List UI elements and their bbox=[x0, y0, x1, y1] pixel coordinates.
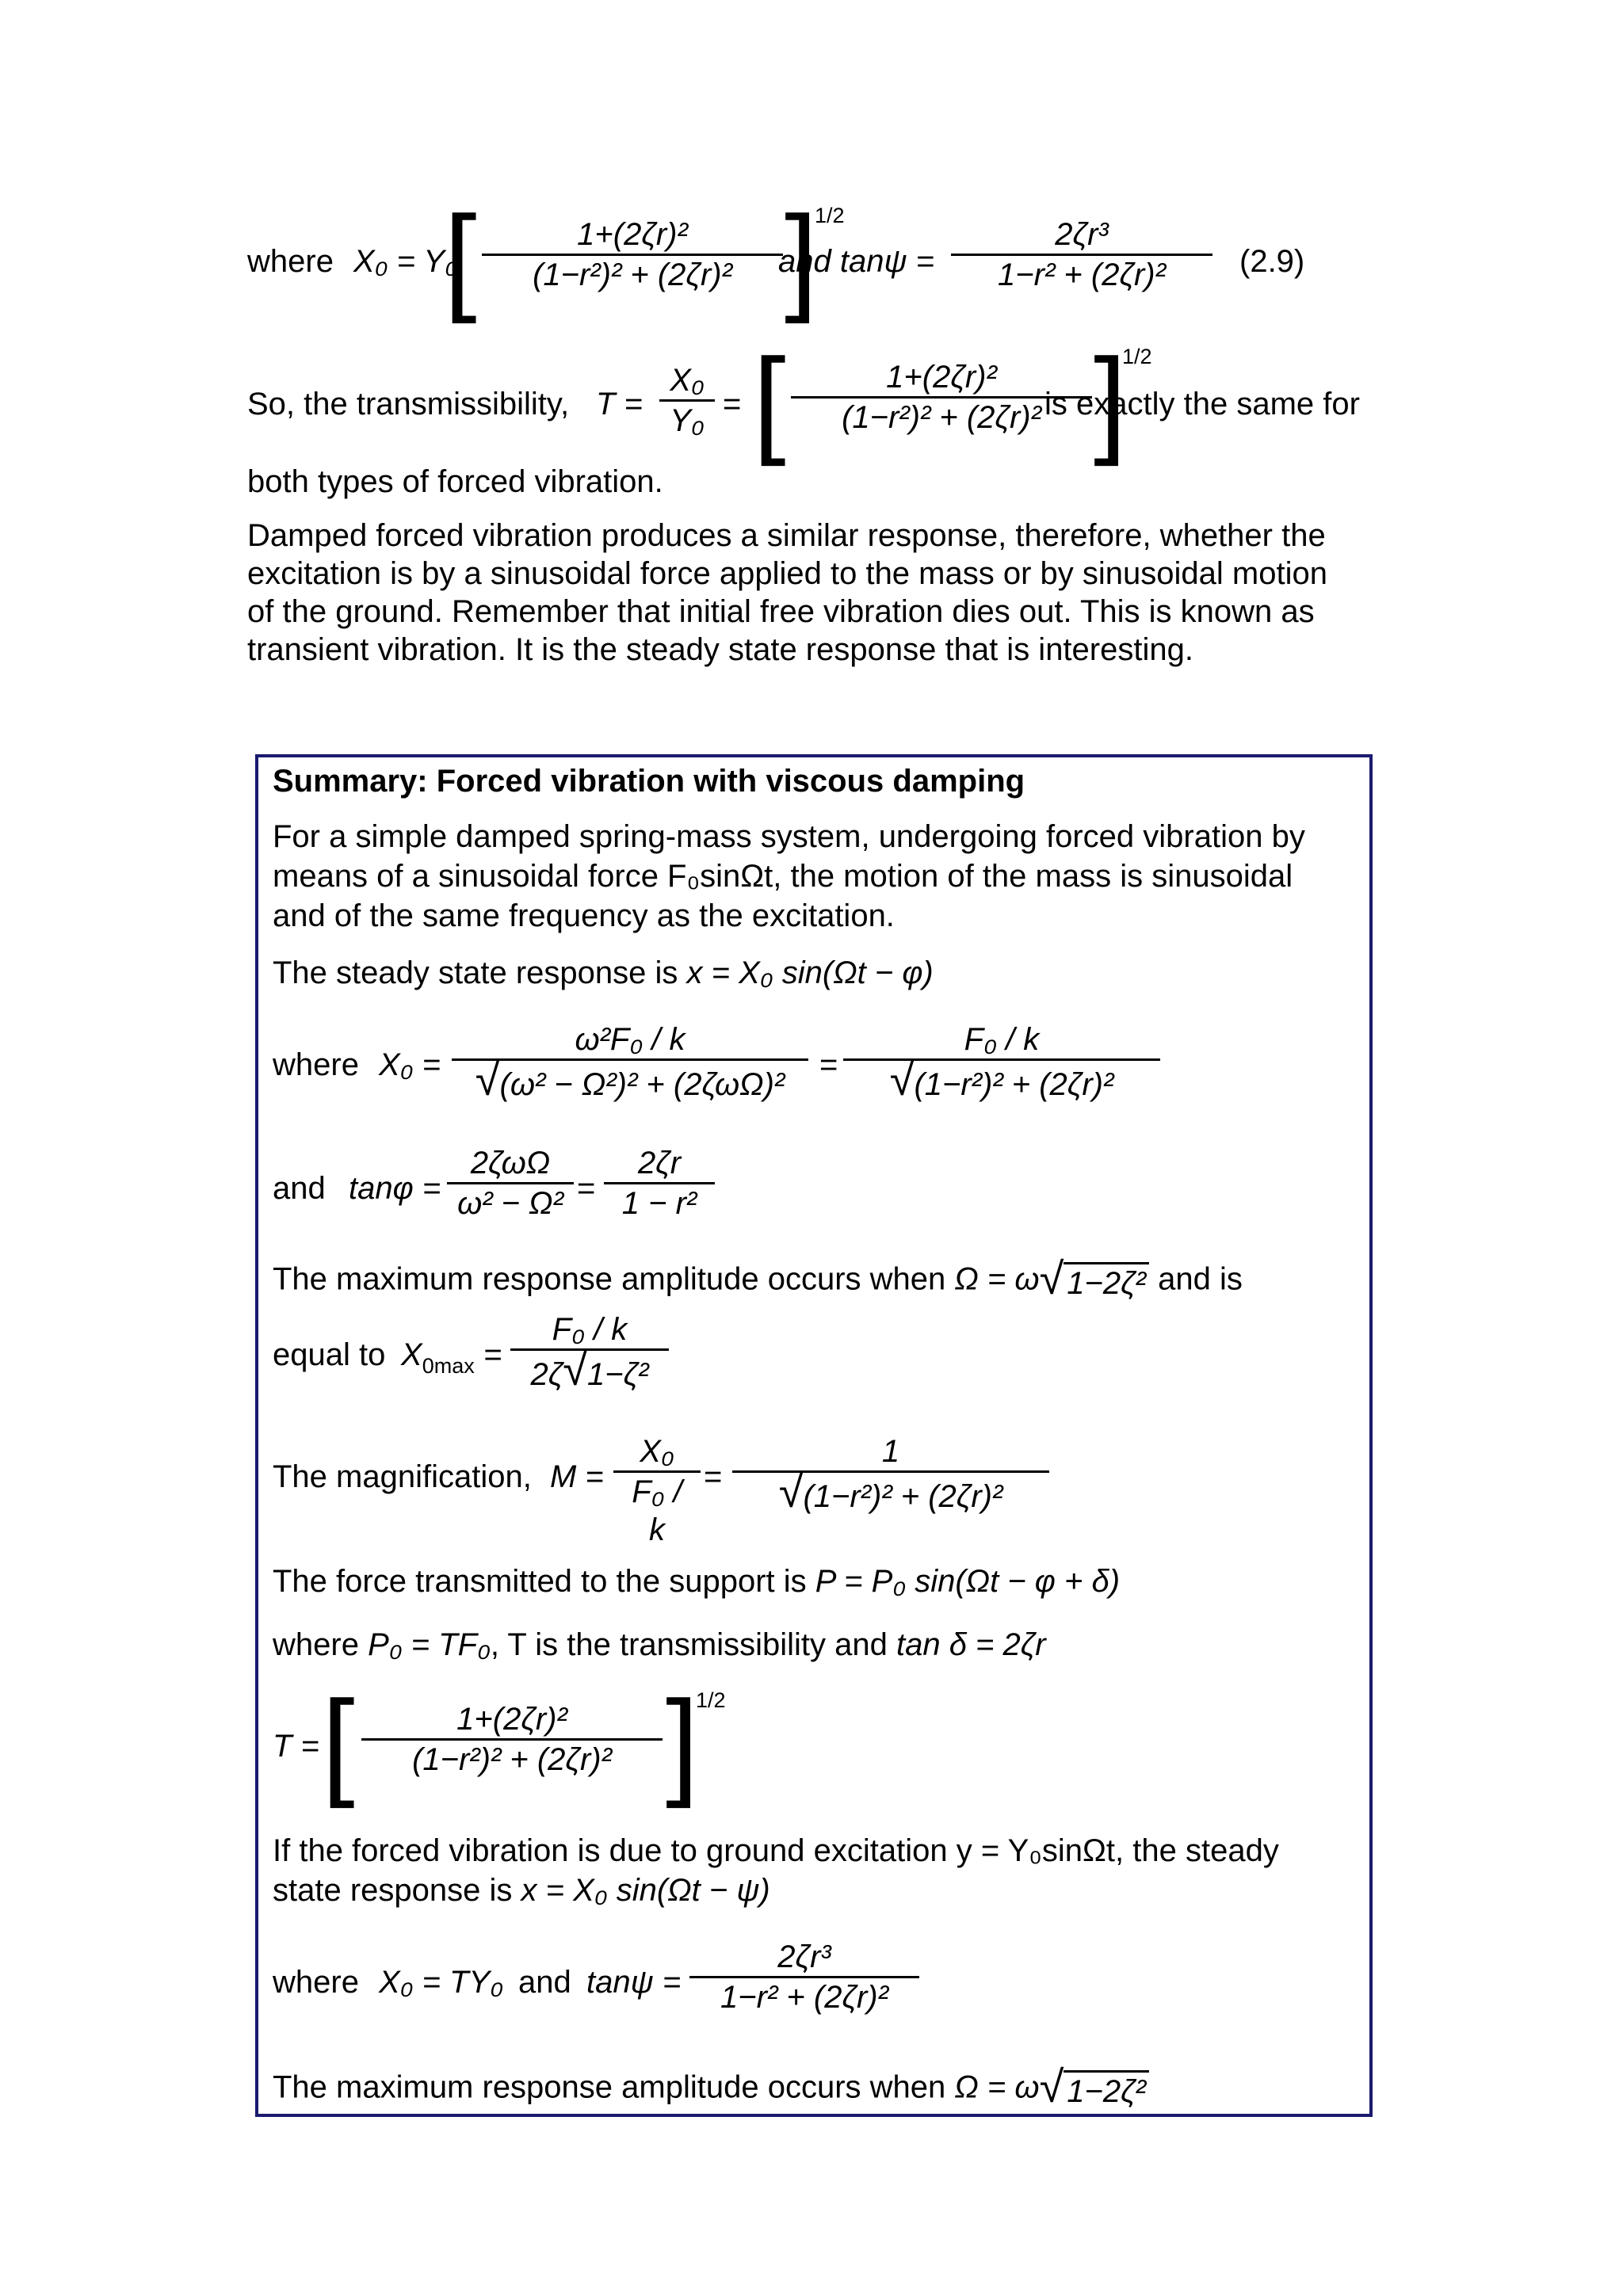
max-andis: and is bbox=[1158, 1261, 1243, 1297]
gw-lhs: X₀ = TY₀ bbox=[379, 1965, 504, 2000]
x0max-X: X bbox=[401, 1337, 422, 1372]
mag-equals: = bbox=[704, 1459, 723, 1494]
steady-state-line bbox=[273, 954, 934, 992]
para-line-3: of the ground. Remember that initial free vibration dies out. This is known as bbox=[247, 594, 1315, 629]
phase-den-1: ω² − Ω² bbox=[447, 1182, 574, 1222]
summary-intro-3: and of the same frequency as the excitation. bbox=[273, 898, 895, 933]
trans-equals: = bbox=[723, 387, 742, 421]
transmissibility-eq bbox=[247, 334, 1388, 467]
eq29-where: where bbox=[247, 244, 334, 279]
x0max-sub: 0max bbox=[422, 1354, 475, 1378]
gw-den: 1−r² + (2ζr)² bbox=[689, 1976, 919, 2016]
x0max-den: 2ζ√1−ζ² bbox=[510, 1348, 669, 1394]
force-line bbox=[273, 1562, 1120, 1600]
trans-exp: 1/2 bbox=[1122, 345, 1152, 368]
summary-intro-1: For a simple damped spring-mass system, undergoing forced vibration by bbox=[273, 819, 1305, 854]
ground-where-equation bbox=[273, 1933, 1366, 2036]
mag-fraction-1 bbox=[613, 1432, 701, 1549]
wp0-text: , T is the transmissibility and bbox=[490, 1627, 888, 1662]
T-equation bbox=[273, 1676, 1366, 1814]
summary-intro-2: means of a sinusoidal force F₀sinΩt, the motion of the mass is sinusoidal bbox=[273, 859, 1293, 894]
trans-num: 1+(2ζr)² bbox=[886, 360, 997, 395]
phase-fraction-1 bbox=[447, 1144, 574, 1222]
eq29-num: 1+(2ζr)² bbox=[577, 217, 688, 252]
T-den: (1−r²)² + (2ζr)² bbox=[361, 1738, 663, 1779]
eq29-left-bracket: [ bbox=[444, 191, 477, 324]
eq29-num2: 2ζr³ bbox=[1055, 217, 1109, 252]
phase-num-2: 2ζr bbox=[637, 1146, 682, 1180]
x0-equation bbox=[273, 1014, 1366, 1133]
phase-fraction-2 bbox=[604, 1144, 715, 1222]
eq29-and-tan: and tanψ = bbox=[778, 244, 935, 279]
phase-num-1: 2ζωΩ bbox=[470, 1146, 551, 1180]
x0max-den-text: 2ζ bbox=[530, 1357, 563, 1392]
eq29-den2: 1−r² + (2ζr)² bbox=[951, 254, 1212, 294]
x0-den-1: √(ω² − Ω²)² + (2ζωΩ)² bbox=[452, 1058, 808, 1104]
eq29-den: (1−r²)² + (2ζr)² bbox=[482, 254, 783, 294]
wp0-eq: P₀ = TF₀ bbox=[368, 1627, 491, 1662]
phase-equals: = bbox=[577, 1171, 596, 1206]
phase-lhs: tanφ = bbox=[349, 1171, 441, 1206]
ground-line-2 bbox=[273, 1871, 770, 1909]
para-line-2: excitation is by a sinusoidal force applied to the mass or by sinusoidal motion bbox=[247, 556, 1327, 591]
x0max-rad: 1−ζ² bbox=[587, 1357, 649, 1392]
x0-lhs: X₀ = bbox=[379, 1047, 441, 1082]
wp0-tan: tan δ = 2ζr bbox=[896, 1627, 1046, 1662]
x0-den-2: √(1−r²)² + (2ζr)² bbox=[843, 1058, 1160, 1104]
eq29-lhs: X₀ = Y₀ bbox=[353, 244, 458, 279]
mag-num-2: 1 bbox=[881, 1434, 900, 1469]
trans-ratio bbox=[659, 361, 715, 440]
x0-fraction-1 bbox=[452, 1020, 808, 1104]
wp0-where: where bbox=[273, 1627, 359, 1662]
trans-line2: both types of forced vibration. bbox=[247, 464, 663, 499]
eq29-fraction2 bbox=[951, 215, 1212, 294]
trans-ratio-num: X₀ bbox=[670, 363, 705, 398]
last-rad: 1−2ζ² bbox=[1064, 2070, 1149, 2111]
T-num: 1+(2ζr)² bbox=[456, 1702, 567, 1737]
mag-text: The magnification, bbox=[273, 1459, 532, 1494]
gw-and: and bbox=[518, 1965, 571, 2000]
x0-equals: = bbox=[819, 1047, 838, 1082]
x0-den-1-text: (ω² − Ω²)² + (2ζωΩ)² bbox=[499, 1067, 785, 1102]
last-text: The maximum response amplitude occurs when bbox=[273, 2069, 946, 2105]
where-p0-line bbox=[273, 1626, 1046, 1664]
mag-fraction-2 bbox=[732, 1432, 1049, 1516]
last-sqrt: √ 1−2ζ² bbox=[1040, 2068, 1149, 2111]
x0max-fraction bbox=[510, 1310, 669, 1394]
ground-2-eq: x = X₀ sin(Ωt − ψ) bbox=[521, 1873, 770, 1908]
x0-num-2: F₀ / k bbox=[964, 1022, 1040, 1057]
last-eq: Ω = ω bbox=[954, 2069, 1040, 2105]
magnification-equation bbox=[273, 1426, 1366, 1547]
T-left-bracket: [ bbox=[322, 1676, 355, 1809]
mag-den: F₀ / k bbox=[613, 1470, 701, 1549]
gw-fraction bbox=[689, 1938, 919, 2016]
trans-lead: So, the transmissibility, bbox=[247, 387, 570, 421]
phase-equation bbox=[273, 1141, 1366, 1244]
T-fraction bbox=[361, 1700, 663, 1779]
ground-line-1: If the forced vibration is due to ground excitation y = Y₀sinΩt, the steady bbox=[273, 1833, 1279, 1868]
eq29-label: (2.9) bbox=[1239, 244, 1305, 279]
equation-2-9 bbox=[247, 191, 1388, 325]
x0max-equation bbox=[273, 1307, 1366, 1410]
phase-den-2: 1 − r² bbox=[604, 1182, 715, 1222]
eq29-exp: 1/2 bbox=[815, 204, 845, 227]
para-line-4: transient vibration. It is the steady state response that is interesting. bbox=[247, 632, 1193, 667]
trans-lhs: T = bbox=[596, 387, 643, 421]
force-eq: P = P₀ sin(Ωt − φ + δ) bbox=[815, 1564, 1121, 1599]
max-sqrt: √ 1−2ζ² bbox=[1040, 1260, 1149, 1302]
para-line-1: Damped forced vibration produces a similar response, therefore, whether the bbox=[247, 518, 1326, 553]
x0max-lhs: $X_{0max}$ = bbox=[401, 1337, 502, 1378]
mag-num: X₀ bbox=[640, 1434, 674, 1469]
T-right-bracket: ] bbox=[666, 1676, 699, 1809]
x0max-num: F₀ / k bbox=[552, 1312, 628, 1347]
max-response-line bbox=[273, 1253, 1243, 1303]
trans-tail: is exactly the same for bbox=[1044, 387, 1360, 421]
max-text: The maximum response amplitude occurs when bbox=[273, 1261, 946, 1297]
trans-den: (1−r²)² + (2ζr)² bbox=[791, 396, 1092, 437]
max-rad: 1−2ζ² bbox=[1064, 1262, 1149, 1302]
x0-num-1: ω²F₀ / k bbox=[575, 1022, 685, 1057]
summary-title bbox=[273, 762, 1025, 800]
x0-fraction-2 bbox=[843, 1020, 1160, 1104]
eq29-right-bracket: ] bbox=[785, 191, 818, 324]
mag-den-2: √(1−r²)² + (2ζr)² bbox=[732, 1470, 1049, 1516]
steady-text: The steady state response is bbox=[273, 955, 678, 990]
steady-eq: x = X₀ sin(Ωt − φ) bbox=[686, 955, 934, 990]
gw-where: where bbox=[273, 1965, 359, 2000]
T-lhs: T = bbox=[273, 1729, 319, 1764]
trans-right-bracket: ] bbox=[1094, 334, 1127, 467]
ground-2-text: state response is bbox=[273, 1873, 513, 1908]
gw-num: 2ζr³ bbox=[777, 1939, 831, 1974]
eq29-fraction bbox=[482, 215, 783, 294]
mag-lhs: M = bbox=[550, 1459, 604, 1494]
x0max-equalto: equal to bbox=[273, 1337, 386, 1372]
mag-den-2-text: (1−r²)² + (2ζr)² bbox=[803, 1479, 1003, 1514]
last-line bbox=[273, 2061, 1149, 2111]
force-text: The force transmitted to the support is bbox=[273, 1564, 807, 1599]
summary-title-text: Summary: Forced vibration with viscous damping bbox=[273, 764, 1025, 799]
x0-where: where bbox=[273, 1047, 359, 1082]
gw-tan: tanψ = bbox=[586, 1965, 682, 2000]
x0-den-2-text: (1−r²)² + (2ζr)² bbox=[914, 1067, 1114, 1102]
T-exp: 1/2 bbox=[696, 1688, 726, 1712]
phase-and: and bbox=[273, 1171, 326, 1206]
trans-left-bracket: [ bbox=[753, 334, 786, 467]
max-eq: Ω = ω bbox=[954, 1261, 1040, 1297]
trans-ratio-den: Y₀ bbox=[659, 399, 715, 440]
